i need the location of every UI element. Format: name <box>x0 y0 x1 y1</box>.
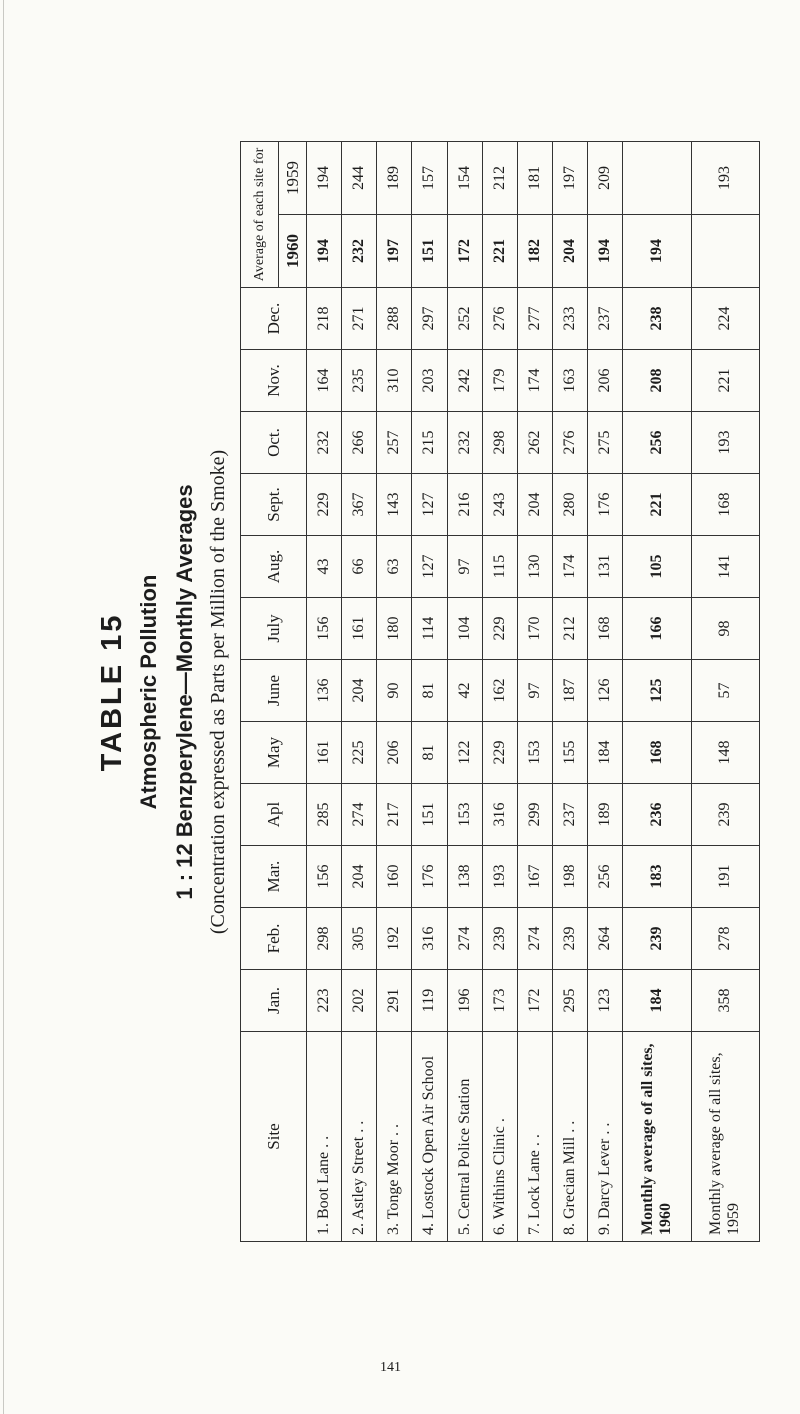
table-row <box>342 141 377 1241</box>
month-value: 97 <box>517 660 552 722</box>
month-value: 161 <box>342 598 377 660</box>
summary-row <box>623 141 691 1241</box>
month-value: 126 <box>588 660 623 722</box>
month-value: 174 <box>552 536 587 598</box>
avg-1959-value: 197 <box>552 141 587 214</box>
summary-value: 236 <box>623 784 691 846</box>
month-value: 305 <box>342 908 377 970</box>
month-value: 115 <box>482 536 517 598</box>
avg-1960-value: 194 <box>307 215 342 288</box>
summary-value: 239 <box>623 908 691 970</box>
month-value: 176 <box>588 474 623 536</box>
month-header: June <box>241 660 307 722</box>
month-value: 274 <box>517 908 552 970</box>
site-name: 6. Withins Clinic . <box>482 1032 517 1242</box>
table-number: TABLE 15 <box>96 612 128 772</box>
month-value: 257 <box>377 412 412 474</box>
month-value: 162 <box>482 660 517 722</box>
site-name: 9. Darcy Lever . . <box>588 1032 623 1242</box>
month-value: 252 <box>447 288 482 350</box>
month-value: 229 <box>307 474 342 536</box>
month-value: 167 <box>517 846 552 908</box>
table-row <box>307 141 342 1241</box>
month-header: May <box>241 722 307 784</box>
month-value: 130 <box>517 536 552 598</box>
summary-value: 168 <box>623 722 691 784</box>
month-value: 104 <box>447 598 482 660</box>
avg-1959-value: 157 <box>412 141 447 214</box>
table-row <box>588 141 623 1241</box>
month-value: 288 <box>377 288 412 350</box>
site-name: 8. Grecian Mill . . <box>552 1032 587 1242</box>
summary-label: Monthly average of all sites, 1959 <box>691 1032 759 1242</box>
avg-1959-value: 181 <box>517 141 552 214</box>
month-value: 316 <box>482 784 517 846</box>
month-value: 225 <box>342 722 377 784</box>
summary-value: 166 <box>623 598 691 660</box>
avg-1960-value: 197 <box>377 215 412 288</box>
month-value: 233 <box>552 288 587 350</box>
month-value: 316 <box>412 908 447 970</box>
table-row <box>517 141 552 1241</box>
rotated-page-content <box>95 122 743 1262</box>
table-row <box>447 141 482 1241</box>
month-value: 223 <box>307 970 342 1032</box>
month-value: 285 <box>307 784 342 846</box>
summary-avg-1959 <box>623 141 691 214</box>
month-value: 81 <box>412 660 447 722</box>
avg-1959-value: 244 <box>342 141 377 214</box>
month-value: 204 <box>342 660 377 722</box>
benzperylene-table <box>240 141 760 1242</box>
month-value: 187 <box>552 660 587 722</box>
month-value: 235 <box>342 350 377 412</box>
month-value: 131 <box>588 536 623 598</box>
avg-1959-value: 189 <box>377 141 412 214</box>
month-value: 66 <box>342 536 377 598</box>
month-value: 216 <box>447 474 482 536</box>
table-row <box>412 141 447 1241</box>
month-header: July <box>241 598 307 660</box>
month-value: 237 <box>588 288 623 350</box>
table-row <box>482 141 517 1241</box>
month-value: 136 <box>307 660 342 722</box>
month-value: 156 <box>307 598 342 660</box>
summary-value: 239 <box>691 784 759 846</box>
month-value: 215 <box>412 412 447 474</box>
month-value: 114 <box>412 598 447 660</box>
month-value: 291 <box>377 970 412 1032</box>
page-edge-line <box>3 0 4 1414</box>
summary-avg-1960: 194 <box>623 215 691 288</box>
summary-value: 184 <box>623 970 691 1032</box>
month-value: 256 <box>588 846 623 908</box>
summary-value: 98 <box>691 598 759 660</box>
month-value: 202 <box>342 970 377 1032</box>
month-value: 218 <box>307 288 342 350</box>
month-value: 271 <box>342 288 377 350</box>
month-value: 97 <box>447 536 482 598</box>
month-header: Apl <box>241 784 307 846</box>
month-value: 203 <box>412 350 447 412</box>
month-value: 206 <box>377 722 412 784</box>
avg-1959-value: 154 <box>447 141 482 214</box>
title-block <box>95 122 229 1262</box>
summary-value: 125 <box>623 660 691 722</box>
month-value: 274 <box>447 908 482 970</box>
site-name: 2. Astley Street . . <box>342 1032 377 1242</box>
month-value: 170 <box>517 598 552 660</box>
month-value: 176 <box>412 846 447 908</box>
summary-value: 208 <box>623 350 691 412</box>
summary-value: 141 <box>691 536 759 598</box>
month-value: 243 <box>482 474 517 536</box>
month-value: 193 <box>482 846 517 908</box>
summary-value: 256 <box>623 412 691 474</box>
summary-value: 358 <box>691 970 759 1032</box>
month-value: 229 <box>482 722 517 784</box>
month-value: 266 <box>342 412 377 474</box>
month-value: 237 <box>552 784 587 846</box>
month-value: 43 <box>307 536 342 598</box>
table-body <box>307 141 760 1241</box>
month-value: 297 <box>412 288 447 350</box>
avg-1960-value: 221 <box>482 215 517 288</box>
avg-1959-value: 209 <box>588 141 623 214</box>
month-value: 232 <box>307 412 342 474</box>
summary-value: 168 <box>691 474 759 536</box>
month-value: 122 <box>447 722 482 784</box>
month-value: 192 <box>377 908 412 970</box>
summary-avg-1960 <box>691 215 759 288</box>
month-header: Oct. <box>241 412 307 474</box>
month-value: 298 <box>307 908 342 970</box>
month-value: 239 <box>482 908 517 970</box>
avg-1960-value: 194 <box>588 215 623 288</box>
month-value: 123 <box>588 970 623 1032</box>
summary-value: 278 <box>691 908 759 970</box>
month-value: 155 <box>552 722 587 784</box>
month-value: 196 <box>447 970 482 1032</box>
month-value: 229 <box>482 598 517 660</box>
month-value: 161 <box>307 722 342 784</box>
month-header: Feb. <box>241 908 307 970</box>
month-value: 153 <box>517 722 552 784</box>
avg-1960-value: 232 <box>342 215 377 288</box>
summary-value: 238 <box>623 288 691 350</box>
summary-value: 148 <box>691 722 759 784</box>
month-value: 367 <box>342 474 377 536</box>
summary-value: 193 <box>691 412 759 474</box>
month-value: 127 <box>412 536 447 598</box>
summary-value: 57 <box>691 660 759 722</box>
month-header: Sept. <box>241 474 307 536</box>
month-value: 280 <box>552 474 587 536</box>
month-value: 198 <box>552 846 587 908</box>
summary-label: Monthly average of all sites, 1960 <box>623 1032 691 1242</box>
month-value: 156 <box>307 846 342 908</box>
month-value: 180 <box>377 598 412 660</box>
summary-value: 183 <box>623 846 691 908</box>
month-value: 232 <box>447 412 482 474</box>
summary-value: 221 <box>691 350 759 412</box>
month-value: 262 <box>517 412 552 474</box>
month-value: 206 <box>588 350 623 412</box>
month-value: 276 <box>552 412 587 474</box>
site-name: 1. Boot Lane . . <box>307 1032 342 1242</box>
summary-value: 224 <box>691 288 759 350</box>
month-value: 174 <box>517 350 552 412</box>
month-value: 90 <box>377 660 412 722</box>
month-value: 217 <box>377 784 412 846</box>
avg-1960-value: 204 <box>552 215 587 288</box>
month-value: 179 <box>482 350 517 412</box>
month-value: 119 <box>412 970 447 1032</box>
month-value: 204 <box>517 474 552 536</box>
site-name: 5. Central Police Station <box>447 1032 482 1242</box>
month-value: 173 <box>482 970 517 1032</box>
month-value: 160 <box>377 846 412 908</box>
month-header: Nov. <box>241 350 307 412</box>
month-value: 276 <box>482 288 517 350</box>
table-row <box>377 141 412 1241</box>
avg-1959-value: 194 <box>307 141 342 214</box>
site-header: Site <box>241 1032 307 1242</box>
month-value: 172 <box>517 970 552 1032</box>
month-value: 81 <box>412 722 447 784</box>
month-value: 151 <box>412 784 447 846</box>
summary-value: 105 <box>623 536 691 598</box>
average-header: Average of each site for <box>241 141 279 287</box>
month-value: 127 <box>412 474 447 536</box>
summary-row <box>691 141 759 1241</box>
table-subtitle: 1 : 12 Benzperylene—Monthly Averages <box>172 484 197 900</box>
month-value: 143 <box>377 474 412 536</box>
month-value: 239 <box>552 908 587 970</box>
summary-avg-1959: 193 <box>691 141 759 214</box>
month-value: 164 <box>307 350 342 412</box>
month-value: 63 <box>377 536 412 598</box>
avg-1960-value: 172 <box>447 215 482 288</box>
table-row <box>552 141 587 1241</box>
month-header: Jan. <box>241 970 307 1032</box>
month-value: 42 <box>447 660 482 722</box>
avg-1959-value: 212 <box>482 141 517 214</box>
month-value: 295 <box>552 970 587 1032</box>
month-header: Mar. <box>241 846 307 908</box>
month-value: 168 <box>588 598 623 660</box>
month-value: 163 <box>552 350 587 412</box>
summary-value: 191 <box>691 846 759 908</box>
avg-1960-value: 182 <box>517 215 552 288</box>
site-name: 7. Lock Lane . . <box>517 1032 552 1242</box>
year-header-1959: 1959 <box>279 141 307 214</box>
month-value: 189 <box>588 784 623 846</box>
month-value: 299 <box>517 784 552 846</box>
month-header: Aug. <box>241 536 307 598</box>
month-value: 275 <box>588 412 623 474</box>
month-value: 153 <box>447 784 482 846</box>
month-value: 242 <box>447 350 482 412</box>
summary-value: 221 <box>623 474 691 536</box>
month-value: 138 <box>447 846 482 908</box>
month-value: 264 <box>588 908 623 970</box>
year-header-1960: 1960 <box>279 215 307 288</box>
table-title: Atmospheric Pollution <box>136 574 161 810</box>
month-header: Dec. <box>241 288 307 350</box>
table-note: (Concentration expressed as Parts per Million of the Smoke) <box>207 449 229 935</box>
site-name: 4. Lostock Open Air School <box>412 1032 447 1242</box>
page-number: 141 <box>380 1360 401 1375</box>
month-value: 298 <box>482 412 517 474</box>
site-name: 3. Tonge Moor . . <box>377 1032 412 1242</box>
month-value: 184 <box>588 722 623 784</box>
month-value: 212 <box>552 598 587 660</box>
month-value: 310 <box>377 350 412 412</box>
avg-1960-value: 151 <box>412 215 447 288</box>
month-value: 274 <box>342 784 377 846</box>
month-value: 204 <box>342 846 377 908</box>
month-value: 277 <box>517 288 552 350</box>
